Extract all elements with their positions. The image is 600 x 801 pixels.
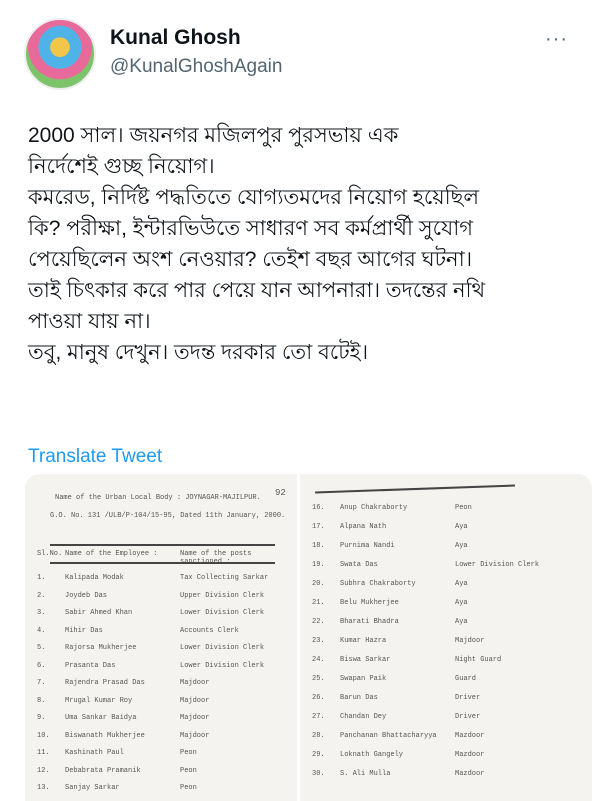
employee-name: Subhra Chakraborty <box>340 580 416 588</box>
divider <box>50 562 275 564</box>
employee-name: Uma Sankar Baidya <box>65 714 137 722</box>
post-name: Lower Division Clerk <box>180 609 265 617</box>
employee-name: S. Ali Mulla <box>340 770 391 778</box>
employee-name: Biswanath Mukherjee <box>65 731 145 740</box>
table-row <box>25 767 297 775</box>
row-number: 26. <box>312 694 325 702</box>
post-name: Lower Division Clerk <box>180 644 265 652</box>
table-row <box>25 627 297 635</box>
table-row <box>25 732 297 740</box>
document-image-right[interactable] <box>300 474 592 801</box>
table-row <box>300 770 592 778</box>
employee-name: Purnima Nandi <box>340 542 395 550</box>
table-row <box>25 749 297 757</box>
table-row <box>300 542 592 550</box>
row-number: 2. <box>37 591 46 600</box>
employee-name: Sanjay Sarkar <box>65 784 120 792</box>
post-name: Peon <box>455 504 472 512</box>
table-row <box>300 523 592 531</box>
post-name: Driver <box>455 713 481 721</box>
table-row <box>300 580 592 588</box>
row-number: 1. <box>37 574 46 582</box>
employee-name: Barun Das <box>340 694 378 702</box>
doc-header: Name of the Urban Local Body : JOYNAGAR-MAJILPUR. <box>55 494 261 502</box>
employee-name: Swapan Paik <box>340 675 387 683</box>
post-name: Aya <box>455 542 468 550</box>
tweet-line: তবু, মানুষ দেখুন। তদন্ত দরকার তো বটেই। <box>28 341 369 364</box>
row-number: 17. <box>312 523 325 531</box>
employee-name: Kashinath Paul <box>65 749 124 757</box>
row-number: 11. <box>37 749 50 757</box>
tweet-line: পেয়েছিলেন অংশ নেওয়ার? তেইশ বছর আগের ঘটনা। <box>28 248 473 271</box>
table-row <box>25 662 297 670</box>
employee-name: Mrugal Kumar Roy <box>65 696 133 705</box>
row-number: 3. <box>37 609 46 617</box>
post-name: Peon <box>180 766 197 775</box>
tweet-line: কমরেড, নির্দিষ্ট পদ্ধতিতে যোগ্যতমদের নিয়োগ হয়েছিল <box>28 186 480 209</box>
row-number: 23. <box>312 637 325 645</box>
post-name: Majdoor <box>180 731 210 740</box>
employee-name: Panchanan Bhattacharyya <box>340 732 437 740</box>
employee-name: Kumar Hazra <box>340 637 387 645</box>
employee-name: Biswa Sarkar <box>340 656 391 664</box>
table-row <box>300 656 592 664</box>
row-number: 9. <box>37 714 46 722</box>
row-number: 6. <box>37 661 46 670</box>
row-number: 16. <box>312 504 325 512</box>
document-image-left[interactable] <box>25 474 297 801</box>
tweet-line: তাই চিৎকার করে পার পেয়ে যান আপনারা। তদন্তের নথি <box>28 279 486 302</box>
employee-name: Swata Das <box>340 561 378 569</box>
employee-name: Kalipada Modak <box>65 574 124 582</box>
row-number: 18. <box>312 542 325 550</box>
post-name: Aya <box>455 599 468 607</box>
row-number: 12. <box>37 766 50 775</box>
table-row <box>300 751 592 759</box>
employee-name: Anup Chakraborty <box>340 504 408 512</box>
tweet-line: কি? পরীক্ষা, ইন্টারভিউতে সাধারণ সব কর্মপ্রার্থী সুযোগ <box>28 217 474 240</box>
post-name: Peon <box>180 749 197 757</box>
post-name: Mazdoor <box>455 770 485 778</box>
row-number: 22. <box>312 618 325 626</box>
employee-name: Alpana Nath <box>340 523 387 531</box>
employee-name: Rajorsa Mukherjee <box>65 644 137 652</box>
table-row <box>25 609 297 617</box>
table-row <box>25 592 297 600</box>
row-number: 29. <box>312 751 325 759</box>
employee-name: Chandan Dey <box>340 713 387 721</box>
table-row <box>300 732 592 740</box>
avatar[interactable] <box>24 18 96 90</box>
post-name: Majdoor <box>180 714 210 722</box>
table-row <box>300 561 592 569</box>
row-number: 7. <box>37 679 46 687</box>
table-row <box>25 644 297 652</box>
table-row <box>300 637 592 645</box>
row-number: 13. <box>37 784 50 792</box>
employee-name: Prasanta Das <box>65 661 116 670</box>
doc-header: G.O. No. 131 /ULB/P-104/15-95, Dated 11th January, 2000. <box>50 512 286 520</box>
post-name: Driver <box>455 694 481 702</box>
table-row <box>300 599 592 607</box>
post-name: Tax Collecting Sarkar <box>180 574 269 582</box>
employee-name: Loknath Gangely <box>340 751 404 759</box>
employee-name: Debabrata Pramanik <box>65 766 141 775</box>
table-row <box>300 694 592 702</box>
row-number: 30. <box>312 770 325 778</box>
row-number: 27. <box>312 713 325 721</box>
row-number: 5. <box>37 644 46 652</box>
tweet-line: নির্দেশেই গুচ্ছ নিয়োগ। <box>28 155 215 178</box>
more-options-icon[interactable]: ··· <box>545 28 568 50</box>
post-name: Aya <box>455 618 468 626</box>
post-name: Night Guard <box>455 656 502 664</box>
table-row <box>300 713 592 721</box>
post-name: Guard <box>455 675 477 683</box>
employee-name: Sabir Ahmed Khan <box>65 609 133 617</box>
row-number: 4. <box>37 626 46 635</box>
table-row <box>25 574 297 582</box>
tweet-line: পাওয়া যায় না। <box>28 310 151 333</box>
post-name: Aya <box>455 523 468 531</box>
post-name: Accounts Clerk <box>180 626 239 635</box>
post-name: Lower Division Clerk <box>180 661 265 670</box>
table-row <box>25 697 297 705</box>
tweet-text <box>28 120 583 368</box>
post-name: Mazdoor <box>455 751 485 759</box>
col-no: Sl.No. <box>37 550 63 558</box>
employee-name: Belu Mukherjee <box>340 599 399 607</box>
post-name: Majdoor <box>455 637 485 645</box>
tweet-line: 2000 সাল। জয়নগর মজিলপুর পুরসভায় এক <box>28 124 399 147</box>
row-number: 10. <box>37 731 50 740</box>
employee-name: Rajendra Prasad Das <box>65 679 145 687</box>
row-number: 21. <box>312 599 325 607</box>
table-row <box>300 675 592 683</box>
employee-name: Joydeb Das <box>65 591 108 600</box>
post-name: Aya <box>455 580 468 588</box>
row-number: 28. <box>312 732 325 740</box>
author-name[interactable]: Kunal Ghosh <box>110 26 241 49</box>
row-number: 25. <box>312 675 325 683</box>
post-name: Mazdoor <box>455 732 485 740</box>
translate-tweet-link[interactable]: Translate Tweet <box>28 446 163 467</box>
post-name: Majdoor <box>180 679 210 687</box>
row-number: 20. <box>312 580 325 588</box>
table-row <box>25 714 297 722</box>
post-name: Peon <box>180 784 197 792</box>
table-row <box>300 618 592 626</box>
employee-name: Mihir Das <box>65 626 103 635</box>
table-row <box>25 679 297 687</box>
page-mark: 92 <box>275 488 286 498</box>
col-post: Name of the posts <box>180 550 252 558</box>
row-number: 24. <box>312 656 325 664</box>
col-name: Name of the Employee : <box>65 550 158 558</box>
employee-name: Bharati Bhadra <box>340 618 399 626</box>
post-name: Lower Division Clerk <box>455 561 540 569</box>
divider <box>315 485 515 494</box>
table-row <box>25 784 297 792</box>
row-number: 19. <box>312 561 325 569</box>
table-row <box>300 504 592 512</box>
row-number: 8. <box>37 696 46 705</box>
author-handle[interactable]: @KunalGhoshAgain <box>110 56 283 77</box>
post-name: Upper Division Clerk <box>180 591 265 600</box>
divider <box>50 544 275 546</box>
post-name: Majdoor <box>180 696 210 705</box>
